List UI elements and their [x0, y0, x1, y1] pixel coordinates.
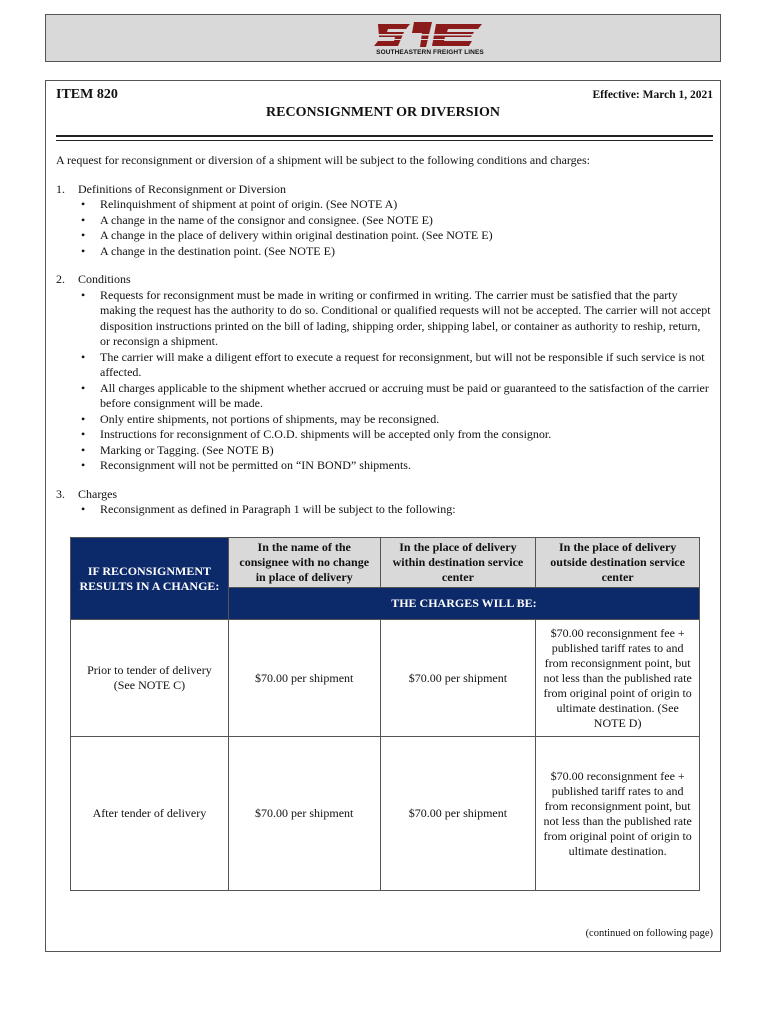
effective-date: Effective: March 1, 2021: [592, 89, 713, 101]
document-page: [45, 80, 721, 952]
list-item: • A change in the destination point. (See NOTE E): [78, 244, 712, 260]
table-row: [71, 737, 700, 891]
section-number: 2.: [56, 272, 65, 286]
list-item: • A change in the place of delivery within original destination point. (See NOTE E): [78, 228, 712, 244]
charges-table: [70, 537, 700, 891]
table-row: [71, 620, 700, 737]
section-heading: Conditions: [78, 272, 131, 286]
intro-paragraph: A request for reconsignment or diversion of a shipment will be subject to the following conditions and charges:: [56, 153, 590, 167]
table-cell: $70.00 per shipment: [228, 620, 380, 737]
bullet-list: [78, 502, 712, 518]
table-cell: $70.00 reconsignment fee + published tariff rates to and from reconsignment point, but not less than the published rate from original point of origin to ultimate destination.: [536, 737, 700, 891]
section-charges: [56, 487, 712, 518]
table-cell: $70.00 reconsignment fee + published tariff rates to and from reconsignment point, but not less than the published rate from original point of origin to ultimate destination. (See NOTE D): [536, 620, 700, 737]
row-label: Prior to tender of delivery (See NOTE C): [71, 620, 229, 737]
section-number: 1.: [56, 181, 65, 196]
row-label: After tender of delivery: [71, 737, 229, 891]
column-header: In the place of delivery within destination service center: [380, 538, 536, 588]
section-heading: Charges: [78, 486, 118, 501]
list-item: • Reconsignment as defined in Paragraph 1 will be subject to the following:: [78, 502, 712, 518]
list-item: • Instructions for reconsignment of C.O.D. shipments will be accepted only from the consignor.: [78, 427, 712, 443]
table-cell: $70.00 per shipment: [380, 620, 536, 737]
section-number: 3.: [56, 486, 65, 501]
list-item: • Requests for reconsignment must be made in writing or confirmed in writing. The carrier must be satisfied that the party making the request has the authority to do so. Conditional or qualified requests will not be accepted. The carrier will not accept disposition instructions printed on the bill of lading, shipping order, shipping label, or container as authority to reship, return, or reconsign a shipment.: [78, 288, 712, 350]
section-heading: Definitions of Reconsignment or Diversion: [78, 181, 286, 196]
title-rule-thin: [56, 140, 713, 141]
list-item: • A change in the name of the consignor and consignee. (See NOTE E): [78, 213, 712, 229]
header-banner: [45, 14, 721, 62]
table-cell: $70.00 per shipment: [380, 737, 536, 891]
item-number: ITEM 820: [56, 87, 118, 102]
bullet-list: [78, 197, 712, 259]
list-item: • Reconsignment will not be permitted on “IN BOND” shipments.: [78, 458, 712, 474]
title-rule-thick: [56, 135, 713, 137]
list-item: • Relinquishment of shipment at point of origin. (See NOTE A): [78, 197, 712, 213]
list-item: • Only entire shipments, not portions of shipments, may be reconsigned.: [78, 412, 712, 428]
page-title: RECONSIGNMENT OR DIVERSION: [266, 105, 500, 120]
company-logo-mark: [374, 20, 486, 50]
document-body: [56, 153, 712, 518]
bullet-list: [78, 288, 712, 474]
column-header: In the name of the consignee with no change in place of delivery: [228, 538, 380, 588]
list-item: • All charges applicable to the shipment whether accrued or accruing must be paid or guaranteed to the satisfaction of the carrier before consignment will be made.: [78, 381, 712, 412]
column-header: In the place of delivery outside destination service center: [536, 538, 700, 588]
section-conditions: [56, 272, 712, 474]
charges-label: THE CHARGES WILL BE:: [228, 588, 699, 620]
table-cell: $70.00 per shipment: [228, 737, 380, 891]
company-logo: [374, 20, 486, 60]
section-definitions: [56, 182, 712, 260]
table-corner-header: IF RECONSIGNMENT RESULTS IN A CHANGE:: [71, 538, 229, 620]
logo-text: SOUTHEASTERN FREIGHT LINES: [376, 49, 484, 56]
list-item: • Marking or Tagging. (See NOTE B): [78, 443, 712, 459]
list-item: • The carrier will make a diligent effort to execute a request for reconsignment, but will not be responsible if such service is not affected.: [78, 350, 712, 381]
table-header-row: [71, 538, 700, 588]
continued-note: (continued on following page): [585, 928, 713, 939]
